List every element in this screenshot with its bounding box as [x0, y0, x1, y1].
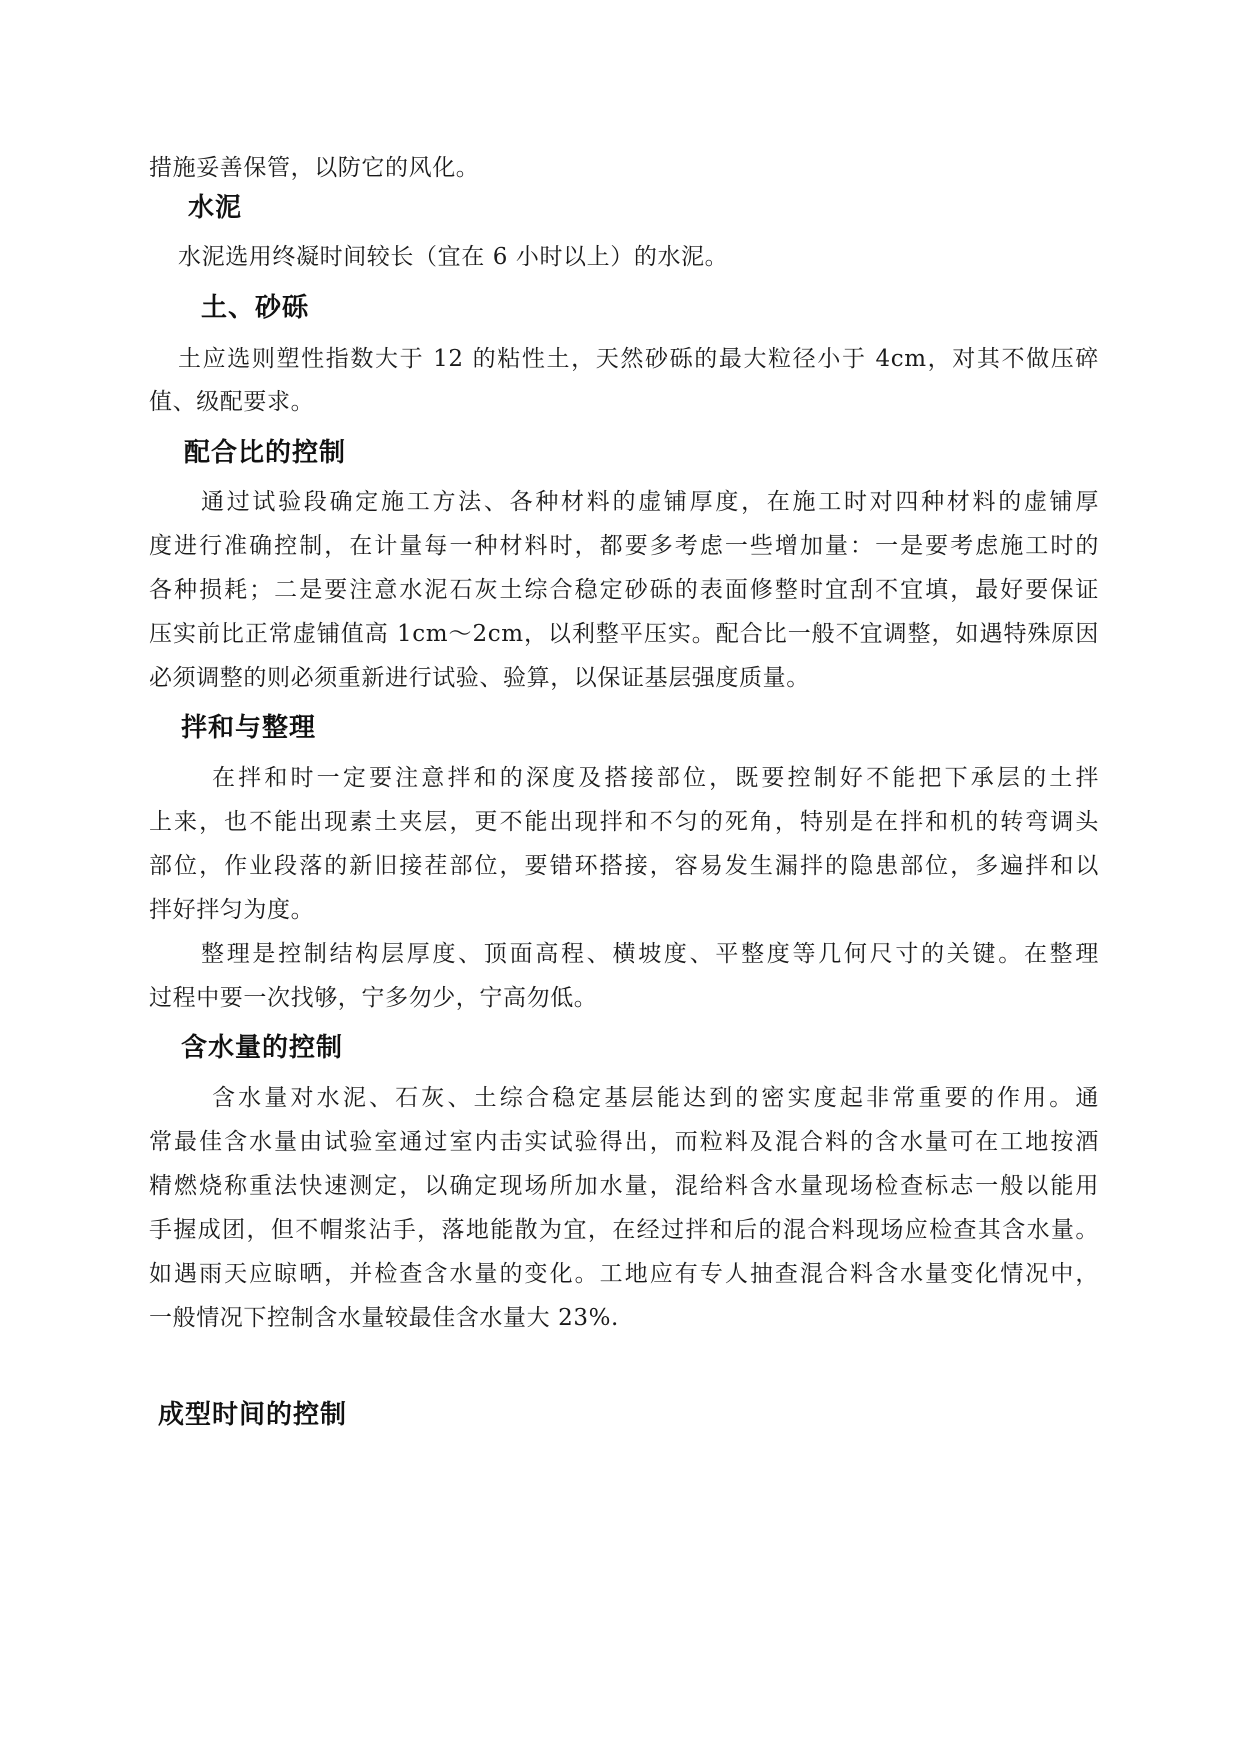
paragraph-line: 部位，作业段落的新旧接茬部位，要错环搭接，容易发生漏拌的隐患部位，多遍拌和以	[149, 853, 1099, 879]
section-heading-cement: 水泥	[188, 193, 243, 223]
paragraph-line: 上来，也不能出现素土夹层，更不能出现拌和不匀的死角，特别是在拌和机的转弯调头	[149, 809, 1099, 835]
paragraph-line: 拌好拌匀为度。	[149, 897, 315, 923]
paragraph-line: 如遇雨天应晾晒，并检查含水量的变化。工地应有专人抽查混合料含水量变化情况中，	[149, 1261, 1099, 1287]
paragraph-line: 通过试验段确定施工方法、各种材料的虚铺厚度，在施工时对四种材料的虚铺厚	[201, 489, 1099, 515]
section-heading-soil: 土、砂砾	[201, 293, 310, 323]
section-heading-stirring: 拌和与整理	[181, 713, 317, 743]
paragraph-line: 过程中要一次找够，宁多勿少，宁高勿低。	[149, 985, 598, 1011]
paragraph-line: 手握成团，但不帽浆沾手，落地能散为宜，在经过拌和后的混合料现场应检查其含水量。	[149, 1217, 1099, 1243]
paragraph-line: 水泥选用终凝时间较长（宜在 6 小时以上）的水泥。	[178, 244, 729, 270]
paragraph-line: 常最佳含水量由试验室通过室内击实试验得出，而粒料及混合料的含水量可在工地按酒	[149, 1129, 1099, 1155]
section-heading-forming-time: 成型时间的控制	[158, 1400, 348, 1430]
paragraph-line: 压实前比正常虚铺值高 1cm～2cm，以利整平压实。配合比一般不宜调整，如遇特殊原因	[149, 621, 1099, 647]
paragraph-line: 必须调整的则必须重新进行试验、验算，以保证基层强度质量。	[149, 665, 810, 691]
paragraph-line: 在拌和时一定要注意拌和的深度及搭接部位，既要控制好不能把下承层的土拌	[212, 765, 1099, 791]
section-heading-water-content: 含水量的控制	[181, 1033, 344, 1063]
paragraph-line: 土应选则塑性指数大于 12 的粘性土，天然砂砾的最大粒径小于 4cm，对其不做压碎	[178, 346, 1099, 372]
paragraph-line: 精燃烧称重法快速测定，以确定现场所加水量，混给料含水量现场检查标志一般以能用	[149, 1173, 1099, 1199]
paragraph-line: 度进行准确控制，在计量每一种材料时，都要多考虑一些增加量：一是要考虑施工时的	[149, 533, 1099, 559]
paragraph-line: 一般情况下控制含水量较最佳含水量大 23%.	[149, 1305, 619, 1331]
paragraph-line: 各种损耗；二是要注意水泥石灰土综合稳定砂砾的表面修整时宜刮不宜填，最好要保证	[149, 577, 1099, 603]
paragraph-line: 措施妥善保管，以防它的风化。	[149, 155, 480, 181]
paragraph-line: 值、级配要求。	[149, 389, 315, 415]
paragraph-line: 整理是控制结构层厚度、顶面高程、横坡度、平整度等几何尺寸的关键。在整理	[201, 941, 1099, 967]
paragraph-line: 含水量对水泥、石灰、土综合稳定基层能达到的密实度起非常重要的作用。通	[212, 1085, 1099, 1111]
section-heading-mix-ratio: 配合比的控制	[184, 438, 347, 468]
